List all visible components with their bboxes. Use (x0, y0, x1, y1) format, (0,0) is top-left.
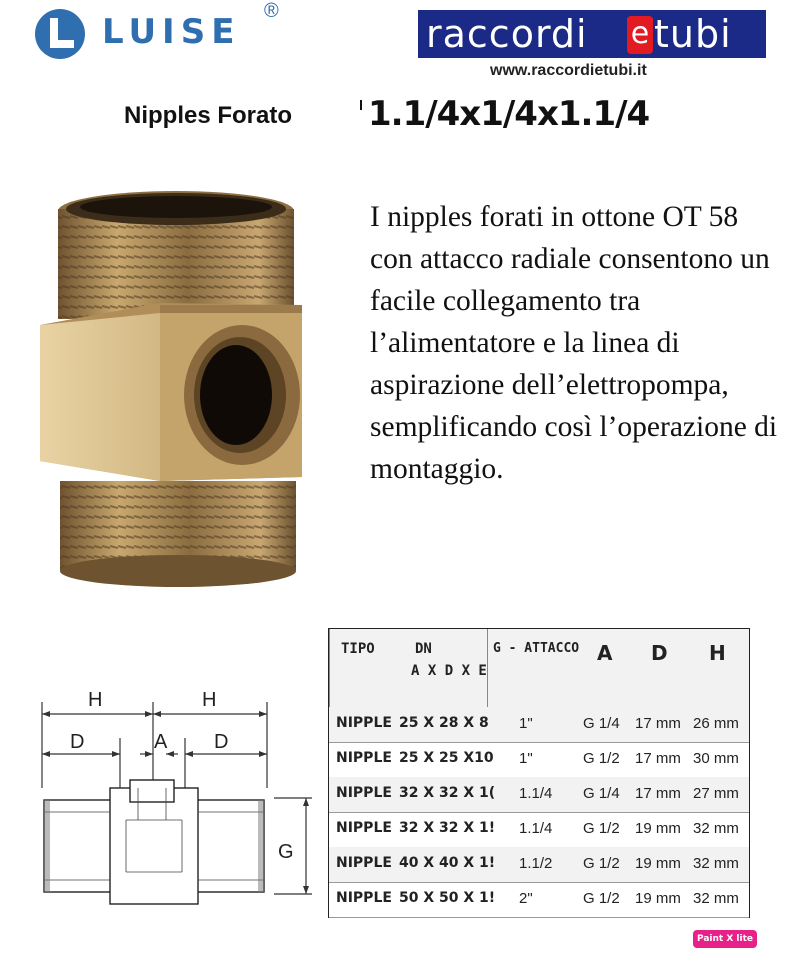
cell-h: 27 mm (693, 785, 739, 802)
cell-h: 30 mm (693, 750, 739, 767)
drawing-label-d-left: D (70, 731, 85, 753)
table-row (329, 707, 749, 743)
header-h: H (709, 641, 726, 665)
cell-d: 17 mm (635, 750, 681, 767)
cell-h: 32 mm (693, 890, 739, 907)
cell-tipo: NIPPLE (336, 890, 392, 906)
luise-registered-mark: ® (264, 0, 279, 22)
drawing-label-g: G (278, 841, 294, 863)
table-row (329, 777, 749, 813)
cell-tipo: NIPPLE (336, 715, 392, 731)
logo-word-tubi: tubi (654, 12, 732, 56)
table-body (329, 707, 749, 917)
cell-tipo: NIPPLE (336, 820, 392, 836)
cell-d: 19 mm (635, 820, 681, 837)
product-description: I nipples forati in ottone OT 58 con attacco radiale consentono un facile collegamento tra l’alimentatore e la linea di aspirazione dell’elettropompa, semplificando così l’operazione di montaggio. (370, 201, 778, 485)
cell-h: 26 mm (693, 715, 739, 732)
luise-logo-mark-icon (30, 6, 94, 62)
spec-table (328, 628, 750, 918)
cell-g-attacco: 2" (519, 890, 533, 907)
cell-g-attacco: 1" (519, 750, 533, 767)
cell-h: 32 mm (693, 855, 739, 872)
cell-g-attacco: 1.1/4 (519, 820, 553, 837)
cell-dn: 50 X 50 X 1! (399, 890, 496, 906)
cell-a: G 1/4 (583, 785, 620, 802)
cell-a: G 1/2 (583, 820, 620, 837)
cell-g-attacco: 1" (519, 715, 533, 732)
cell-dn: 32 X 32 X 1! (399, 820, 496, 836)
cell-a: G 1/4 (583, 715, 620, 732)
product-title-label: Nipples Forato (124, 102, 293, 129)
table-row (329, 812, 749, 848)
technical-drawing (30, 680, 330, 920)
table-row (329, 742, 749, 778)
cell-d: 17 mm (635, 715, 681, 732)
header-a: A (597, 641, 613, 665)
cell-tipo: NIPPLE (336, 785, 392, 801)
drawing-label-h-left: H (88, 689, 103, 711)
drawing-label-d-right: D (214, 731, 229, 753)
luise-logo (30, 0, 300, 62)
luise-wordmark: LUISE (102, 12, 241, 52)
cell-g-attacco: 1.1/2 (519, 855, 553, 872)
cell-h: 32 mm (693, 820, 739, 837)
cell-d: 19 mm (635, 855, 681, 872)
cell-tipo: NIPPLE (336, 855, 392, 871)
header-dn: DN (415, 641, 432, 657)
product-title-size: 1.1/4x1/4x1.1/4 (368, 94, 650, 134)
drawing-label-a: A (154, 731, 168, 753)
cell-g-attacco: 1.1/4 (519, 785, 553, 802)
cell-dn: 25 X 28 X 8 (399, 715, 489, 731)
header-g-attacco: G - ATTACCO (493, 641, 580, 656)
logo-word-raccordi: raccordi (426, 12, 588, 56)
header-tipo: TIPO (341, 641, 375, 657)
header-d: D (651, 641, 668, 665)
table-row (329, 847, 749, 883)
cell-dn: 40 X 40 X 1! (399, 855, 496, 871)
cell-a: G 1/2 (583, 890, 620, 907)
product-photo (30, 185, 330, 590)
cell-dn: 25 X 25 X10 (399, 750, 494, 766)
table-row (329, 882, 749, 918)
cell-d: 19 mm (635, 890, 681, 907)
drawing-label-h-right: H (202, 689, 217, 711)
logo-letter-e: e (627, 16, 653, 54)
table-header (329, 629, 749, 708)
website-url: www.raccordietubi.it (490, 62, 647, 79)
raccordietubi-logo (416, 8, 768, 60)
cell-a: G 1/2 (583, 855, 620, 872)
header-dn-sub: A X D X E (411, 663, 487, 679)
cell-dn: 32 X 32 X 1( (399, 785, 496, 801)
title-separator (360, 100, 362, 110)
paint-x-lite-badge: Paint X lite (693, 930, 757, 948)
cell-a: G 1/2 (583, 750, 620, 767)
cell-tipo: NIPPLE (336, 750, 392, 766)
cell-d: 17 mm (635, 785, 681, 802)
